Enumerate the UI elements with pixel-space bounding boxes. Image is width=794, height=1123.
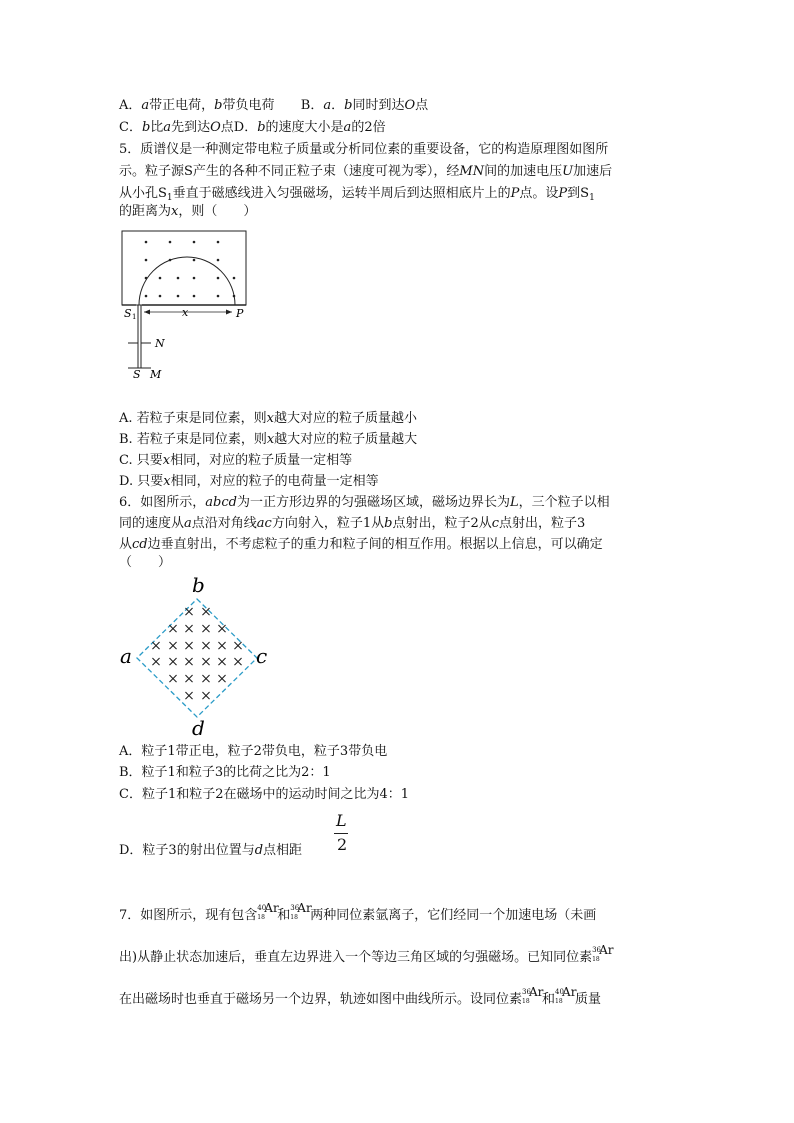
- svg-text:×: ×: [216, 621, 228, 637]
- field-dots: [145, 241, 236, 298]
- q6-option-C: C．粒子1和粒子2在磁场中的运动时间之比为4：1: [119, 787, 410, 802]
- svg-text:×: ×: [183, 654, 195, 670]
- fraction-numerator: L: [336, 811, 347, 830]
- label-a: a: [120, 644, 132, 668]
- label-x: x: [182, 306, 189, 319]
- svg-text:×: ×: [183, 621, 195, 637]
- label-d: d: [192, 716, 205, 740]
- svg-text:×: ×: [200, 638, 212, 654]
- arrow-right-icon: [226, 310, 232, 315]
- fraction-bar: [334, 833, 348, 834]
- svg-text:×: ×: [232, 654, 244, 670]
- svg-text:×: ×: [167, 654, 179, 670]
- square-field-figure: [116, 575, 276, 740]
- label-M: M: [150, 368, 162, 381]
- field-crosses: [150, 604, 244, 704]
- q6-stem-line1: 6．如图所示，abcd为一正方形边界的匀强磁场区域，磁场边界长为L，三个粒子以相: [119, 495, 610, 510]
- label-S1: S: [124, 307, 132, 320]
- q6-option-B: B．粒子1和粒子3的比荷之比为2：1: [119, 765, 331, 780]
- svg-text:×: ×: [150, 638, 162, 654]
- label-S: S: [133, 368, 141, 381]
- q6-option-A: A．粒子1带正电，粒子2带负电，粒子3带负电: [119, 744, 388, 759]
- svg-text:×: ×: [183, 671, 195, 687]
- q5-stem-line3: 从小孔$S_1$垂直于磁感线进入匀强磁场，运转半周后到达照相底片上的P点。设P到$S_1$: [119, 186, 595, 203]
- argon-36-symbol: 36 18 Ar: [592, 943, 614, 963]
- q4-option-C-D: C．b比a先到达O点D．b的速度大小是a的2倍: [119, 120, 386, 135]
- q6-stem-line3: 从cd边垂直射出，不考虑粒子的重力和粒子间的相互作用。根据以上信息，可以确定: [119, 537, 603, 552]
- svg-text:×: ×: [200, 671, 212, 687]
- svg-text:×: ×: [150, 654, 162, 670]
- svg-text:×: ×: [232, 638, 244, 654]
- svg-text:×: ×: [200, 688, 212, 704]
- svg-text:×: ×: [216, 654, 228, 670]
- label-S1-sub: 1: [132, 313, 137, 321]
- argon-36-symbol: 36 18 Ar: [290, 901, 312, 921]
- svg-text:×: ×: [216, 638, 228, 654]
- q5-option-A: A. 若粒子束是同位素，则x越大对应的粒子质量越小: [119, 411, 418, 426]
- q6-option-D: D．粒子3的射出位置与d点相距: [119, 843, 303, 858]
- svg-text:×: ×: [167, 671, 179, 687]
- fraction-denominator: 2: [337, 835, 348, 854]
- svg-text:×: ×: [200, 621, 212, 637]
- svg-text:×: ×: [167, 621, 179, 637]
- svg-text:×: ×: [183, 604, 195, 620]
- q5-stem-line2: 示。粒子源S产生的各种不同正粒子束（速度可视为零），经MN间的加速电压U加速后: [119, 164, 613, 179]
- argon-40-symbol: 40 18 Ar: [555, 985, 577, 1005]
- q7-stem-line1: 7．如图所示，现有包含 40 18 Ar 和 36 18 Ar 两种同位素氩离子，它们经同一个加速电场（未画: [119, 901, 597, 923]
- q6-stem-line4: （ ）: [119, 555, 172, 570]
- label-P: P: [236, 307, 244, 320]
- q6-stem-line2: 同的速度从a点沿对角线ac方向射入，粒子1从b点射出，粒子2从c点射出，粒子3: [119, 516, 586, 531]
- label-N: N: [155, 337, 165, 350]
- q7-stem-line2: 出)从静止状态加速后，垂直左边界进入一个等边三角区域的匀强磁场。已知同位素 36 18 Ar: [119, 943, 614, 965]
- q7-stem-line3: 在出磁场时也垂直于磁场另一个边界，轨迹如图中曲线所示。设同位素 36 18 Ar 和 40 18 Ar 质量: [119, 985, 602, 1007]
- svg-text:×: ×: [183, 688, 195, 704]
- svg-text:×: ×: [200, 654, 212, 670]
- q5-option-D: D. 只要x相同，对应的粒子的电荷量一定相等: [119, 474, 379, 489]
- argon-36-symbol: 36 18 Ar: [522, 985, 544, 1005]
- label-c: c: [256, 644, 268, 668]
- q5-stem-line1: 5．质谱仪是一种测定带电粒子质量或分析同位素的重要设备，它的构造原理图如图所: [119, 142, 609, 157]
- q5-stem-line4: 的距离为x，则（ ）: [119, 204, 257, 219]
- svg-text:×: ×: [216, 671, 228, 687]
- q4-option-A-B: A．a带正电荷，b带负电荷 B．a．b同时到达O点: [119, 98, 429, 113]
- arrow-left-icon: [144, 310, 150, 315]
- argon-40-symbol: 40 18 Ar: [257, 901, 279, 921]
- svg-text:×: ×: [200, 604, 212, 620]
- svg-text:×: ×: [183, 638, 195, 654]
- q5-option-C: C. 只要x相同，对应的粒子质量一定相等: [119, 453, 353, 468]
- q5-option-B: B. 若粒子束是同位素，则x越大对应的粒子质量越大: [119, 432, 418, 447]
- svg-text:×: ×: [167, 638, 179, 654]
- mass-spectrometer-figure: [116, 225, 256, 385]
- label-b: b: [192, 573, 205, 597]
- particle-trajectory: [139, 257, 235, 305]
